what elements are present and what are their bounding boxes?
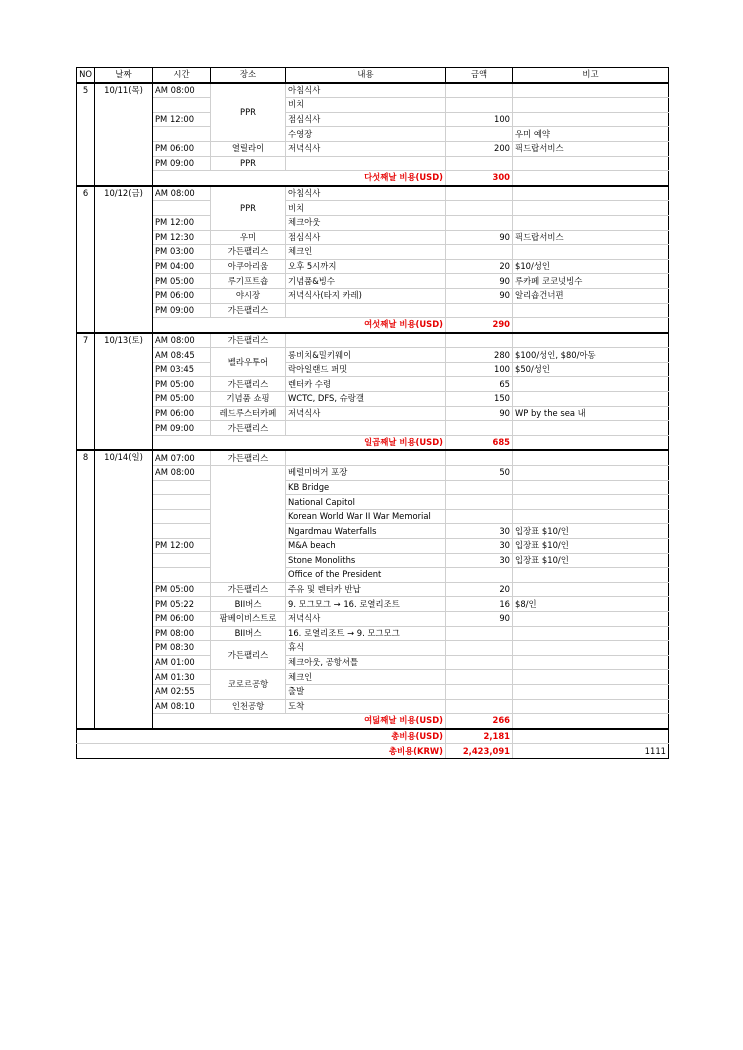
amount-cell: 100	[446, 362, 513, 377]
time-cell: PM 09:00	[153, 303, 211, 318]
subtotal-label: 여덟째날 비용(USD)	[153, 714, 446, 729]
amount-cell	[446, 450, 513, 465]
amount-cell	[446, 201, 513, 216]
time-cell: AM 01:30	[153, 670, 211, 685]
table-row	[77, 156, 669, 171]
header-no: NO	[77, 68, 95, 83]
subtotal-label: 여섯째날 비용(USD)	[153, 318, 446, 333]
table-row	[77, 186, 669, 201]
subtotal-note	[513, 318, 669, 333]
subtotal-note	[513, 171, 669, 186]
time-cell: PM 03:00	[153, 245, 211, 260]
table-row	[77, 392, 669, 407]
subtotal-row	[77, 435, 669, 450]
note-cell	[513, 201, 669, 216]
amount-cell: 90	[446, 274, 513, 289]
content-cell: 9. 모그모그 → 16. 로열리조트	[286, 597, 446, 612]
table-row	[77, 98, 669, 113]
content-cell: Korean World War II War Memorial	[286, 509, 446, 524]
note-cell: 픽드랍서비스	[513, 141, 669, 156]
amount-cell: 30	[446, 553, 513, 568]
place-cell: 루기프트숍	[211, 274, 286, 289]
content-cell: 비치	[286, 201, 446, 216]
amount-cell	[446, 670, 513, 685]
grand-total-row	[77, 744, 669, 759]
table-row	[77, 611, 669, 626]
table-row	[77, 141, 669, 156]
note-cell	[513, 186, 669, 201]
table-row	[77, 377, 669, 392]
day-number: 5	[77, 83, 95, 186]
note-cell	[513, 480, 669, 495]
table-row	[77, 684, 669, 699]
subtotal-amount: 266	[446, 714, 513, 729]
note-cell	[513, 509, 669, 524]
content-cell: 주유 및 렌터카 반납	[286, 582, 446, 597]
table-row	[77, 466, 669, 481]
table-row	[77, 406, 669, 421]
table-row	[77, 509, 669, 524]
subtotal-note	[513, 714, 669, 729]
content-cell: 휴식	[286, 641, 446, 656]
amount-cell: 30	[446, 524, 513, 539]
content-cell: 16. 로열리조트 → 9. 모그모그	[286, 626, 446, 641]
place-cell: 팜베이비스트로	[211, 611, 286, 626]
table-row	[77, 303, 669, 318]
time-cell: PM 12:00	[153, 112, 211, 127]
content-cell: 기념품&빙수	[286, 274, 446, 289]
table-row	[77, 524, 669, 539]
content-cell	[286, 421, 446, 436]
amount-cell	[446, 655, 513, 670]
place-cell: 가든팰리스	[211, 641, 286, 670]
content-cell: Stone Monoliths	[286, 553, 446, 568]
note-cell: 알리숍건너편	[513, 288, 669, 303]
amount-cell: 65	[446, 377, 513, 392]
amount-cell	[446, 480, 513, 495]
note-cell	[513, 303, 669, 318]
time-cell: PM 12:00	[153, 539, 211, 554]
time-cell	[153, 509, 211, 524]
note-cell: 픽드랍서비스	[513, 230, 669, 245]
time-cell: AM 01:00	[153, 655, 211, 670]
place-cell: 벨라우투어	[211, 348, 286, 377]
content-cell: WCTC, DFS, 슈랑갤	[286, 392, 446, 407]
table-row	[77, 553, 669, 568]
amount-cell	[446, 626, 513, 641]
amount-cell: 100	[446, 112, 513, 127]
amount-cell: 200	[446, 141, 513, 156]
table-row	[77, 568, 669, 583]
note-cell: $100/성인, $80/아동	[513, 348, 669, 363]
amount-cell: 30	[446, 539, 513, 554]
time-cell	[153, 568, 211, 583]
content-cell	[286, 333, 446, 348]
note-cell	[513, 626, 669, 641]
table-row	[77, 495, 669, 510]
place-cell: 야시장	[211, 288, 286, 303]
table-row	[77, 288, 669, 303]
place-cell	[211, 466, 286, 583]
subtotal-row	[77, 171, 669, 186]
note-cell	[513, 699, 669, 714]
note-cell: 입장표 $10/인	[513, 524, 669, 539]
time-cell: PM 09:00	[153, 421, 211, 436]
amount-cell	[446, 495, 513, 510]
amount-cell: 90	[446, 406, 513, 421]
subtotal-amount: 290	[446, 318, 513, 333]
note-cell	[513, 421, 669, 436]
table-row	[77, 333, 669, 348]
note-cell	[513, 611, 669, 626]
content-cell: National Capitol	[286, 495, 446, 510]
content-cell: 락아일랜드 퍼밋	[286, 362, 446, 377]
note-cell	[513, 392, 669, 407]
place-cell: 가든팰리스	[211, 245, 286, 260]
place-cell: 가든팰리스	[211, 582, 286, 597]
note-cell: 입장표 $10/인	[513, 539, 669, 554]
time-cell	[153, 495, 211, 510]
time-cell	[153, 98, 211, 113]
content-cell: 출발	[286, 684, 446, 699]
place-cell: 우미	[211, 230, 286, 245]
place-cell: PPR	[211, 186, 286, 230]
note-cell: $50/성인	[513, 362, 669, 377]
content-cell: 아침식사	[286, 186, 446, 201]
content-cell: 저녁식사(타지 카레)	[286, 288, 446, 303]
subtotal-note	[513, 435, 669, 450]
time-cell: AM 08:00	[153, 333, 211, 348]
content-cell	[286, 450, 446, 465]
header-date: 날짜	[95, 68, 153, 83]
note-cell	[513, 495, 669, 510]
grand-total-row	[77, 729, 669, 744]
note-cell	[513, 245, 669, 260]
time-cell: PM 05:00	[153, 377, 211, 392]
place-cell: 가든팰리스	[211, 450, 286, 465]
subtotal-label: 일곱째날 비용(USD)	[153, 435, 446, 450]
content-cell: 체크인	[286, 670, 446, 685]
content-cell: Ngardmau Waterfalls	[286, 524, 446, 539]
amount-cell	[446, 684, 513, 699]
table-row	[77, 539, 669, 554]
time-cell: PM 06:00	[153, 141, 211, 156]
itinerary-table	[76, 67, 669, 759]
place-cell: 아쿠아리움	[211, 259, 286, 274]
amount-cell: 90	[446, 230, 513, 245]
place-cell: 가든팰리스	[211, 421, 286, 436]
header-place: 장소	[211, 68, 286, 83]
note-cell	[513, 83, 669, 98]
place-cell: 가든팰리스	[211, 377, 286, 392]
note-cell	[513, 466, 669, 481]
table-row	[77, 597, 669, 612]
itinerary-sheet	[76, 67, 668, 759]
content-cell: 점심식사	[286, 230, 446, 245]
table-row	[77, 230, 669, 245]
note-cell	[513, 655, 669, 670]
time-cell: PM 03:45	[153, 362, 211, 377]
amount-cell	[446, 421, 513, 436]
header-time: 시간	[153, 68, 211, 83]
content-cell: 베럴미버거 포장	[286, 466, 446, 481]
note-cell	[513, 568, 669, 583]
table-row	[77, 699, 669, 714]
note-cell	[513, 377, 669, 392]
time-cell: PM 05:22	[153, 597, 211, 612]
note-cell	[513, 333, 669, 348]
grand-total-label: 총비용(USD)	[77, 729, 446, 744]
content-cell: Office of the President	[286, 568, 446, 583]
place-cell: PPR	[211, 83, 286, 142]
header-amount: 금액	[446, 68, 513, 83]
content-cell: 점심식사	[286, 112, 446, 127]
amount-cell: 16	[446, 597, 513, 612]
table-row	[77, 480, 669, 495]
amount-cell	[446, 156, 513, 171]
subtotal-row	[77, 318, 669, 333]
day-date: 10/12(금)	[95, 186, 153, 333]
note-cell	[513, 684, 669, 699]
time-cell: AM 02:55	[153, 684, 211, 699]
time-cell: AM 08:00	[153, 186, 211, 201]
content-cell: 오후 5시까지	[286, 259, 446, 274]
content-cell: 렌터카 수령	[286, 377, 446, 392]
note-cell: WP by the sea 내	[513, 406, 669, 421]
time-cell	[153, 553, 211, 568]
place-cell: PPR	[211, 156, 286, 171]
amount-cell: 20	[446, 259, 513, 274]
amount-cell	[446, 83, 513, 98]
grand-total-amount: 2,423,091	[446, 744, 513, 759]
table-row	[77, 215, 669, 230]
grand-total-note: 1111	[513, 744, 669, 759]
note-cell	[513, 450, 669, 465]
place-cell: 기념품 쇼핑	[211, 392, 286, 407]
amount-cell	[446, 303, 513, 318]
time-cell: PM 09:00	[153, 156, 211, 171]
content-cell: 저녁식사	[286, 406, 446, 421]
place-cell: BII버스	[211, 597, 286, 612]
note-cell	[513, 641, 669, 656]
content-cell: 체크아웃	[286, 215, 446, 230]
content-cell: 비치	[286, 98, 446, 113]
header-note: 비고	[513, 68, 669, 83]
amount-cell: 280	[446, 348, 513, 363]
amount-cell	[446, 127, 513, 142]
amount-cell	[446, 215, 513, 230]
note-cell: $10/성인	[513, 259, 669, 274]
day-number: 7	[77, 333, 95, 451]
place-cell: 가든팰리스	[211, 303, 286, 318]
table-row	[77, 83, 669, 98]
amount-cell: 150	[446, 392, 513, 407]
time-cell: PM 12:00	[153, 215, 211, 230]
amount-cell	[446, 245, 513, 260]
header-content: 내용	[286, 68, 446, 83]
content-cell	[286, 156, 446, 171]
day-number: 6	[77, 186, 95, 333]
place-cell: 인천공항	[211, 699, 286, 714]
amount-cell	[446, 333, 513, 348]
day-date: 10/14(일)	[95, 450, 153, 728]
amount-cell	[446, 568, 513, 583]
subtotal-row	[77, 714, 669, 729]
content-cell: 체크아웃, 공항셔틀	[286, 655, 446, 670]
note-cell	[513, 670, 669, 685]
table-row	[77, 655, 669, 670]
amount-cell: 90	[446, 288, 513, 303]
note-cell: 루카페 코코넛빙수	[513, 274, 669, 289]
time-cell: AM 08:00	[153, 466, 211, 481]
content-cell	[286, 303, 446, 318]
table-row	[77, 201, 669, 216]
place-cell: 가든팰리스	[211, 333, 286, 348]
note-cell: 입장표 $10/인	[513, 553, 669, 568]
time-cell: PM 05:00	[153, 582, 211, 597]
content-cell: 아침식사	[286, 83, 446, 98]
table-row	[77, 421, 669, 436]
time-cell: PM 06:00	[153, 288, 211, 303]
amount-cell: 90	[446, 611, 513, 626]
day-date: 10/13(토)	[95, 333, 153, 451]
time-cell: PM 06:00	[153, 406, 211, 421]
content-cell: 도착	[286, 699, 446, 714]
amount-cell	[446, 641, 513, 656]
content-cell: KB Bridge	[286, 480, 446, 495]
content-cell: 저녁식사	[286, 141, 446, 156]
grand-total-note	[513, 729, 669, 744]
grand-total-amount: 2,181	[446, 729, 513, 744]
time-cell: PM 06:00	[153, 611, 211, 626]
amount-cell: 20	[446, 582, 513, 597]
note-cell: 우미 예약	[513, 127, 669, 142]
day-date: 10/11(목)	[95, 83, 153, 186]
subtotal-amount: 685	[446, 435, 513, 450]
amount-cell	[446, 509, 513, 524]
amount-cell	[446, 699, 513, 714]
amount-cell	[446, 186, 513, 201]
time-cell: PM 12:30	[153, 230, 211, 245]
note-cell	[513, 156, 669, 171]
time-cell	[153, 480, 211, 495]
content-cell: 저녁식사	[286, 611, 446, 626]
table-row	[77, 582, 669, 597]
time-cell: PM 08:00	[153, 626, 211, 641]
content-cell: 체크인	[286, 245, 446, 260]
note-cell: $8/인	[513, 597, 669, 612]
place-cell: 레드루스터카페	[211, 406, 286, 421]
time-cell: AM 08:45	[153, 348, 211, 363]
time-cell: PM 04:00	[153, 259, 211, 274]
table-row	[77, 112, 669, 127]
time-cell: PM 08:30	[153, 641, 211, 656]
content-cell: 수영장	[286, 127, 446, 142]
table-row	[77, 641, 669, 656]
content-cell: 롱비치&밀키웨이	[286, 348, 446, 363]
table-row	[77, 450, 669, 465]
table-row	[77, 626, 669, 641]
table-row	[77, 259, 669, 274]
place-cell: 열릴라이	[211, 141, 286, 156]
subtotal-label: 다섯째날 비용(USD)	[153, 171, 446, 186]
time-cell: AM 08:10	[153, 699, 211, 714]
table-row	[77, 670, 669, 685]
time-cell	[153, 524, 211, 539]
time-cell	[153, 127, 211, 142]
time-cell: AM 08:00	[153, 83, 211, 98]
table-row	[77, 348, 669, 363]
content-cell: M&A beach	[286, 539, 446, 554]
time-cell: PM 05:00	[153, 392, 211, 407]
time-cell	[153, 201, 211, 216]
time-cell: AM 07:00	[153, 450, 211, 465]
note-cell	[513, 582, 669, 597]
day-number: 8	[77, 450, 95, 728]
table-row	[77, 362, 669, 377]
itinerary-body	[77, 83, 669, 759]
subtotal-amount: 300	[446, 171, 513, 186]
header-row	[77, 68, 669, 83]
note-cell	[513, 112, 669, 127]
place-cell: 코로르공항	[211, 670, 286, 699]
note-cell	[513, 98, 669, 113]
grand-total-label: 총비용(KRW)	[77, 744, 446, 759]
place-cell: BII버스	[211, 626, 286, 641]
amount-cell	[446, 98, 513, 113]
table-row	[77, 274, 669, 289]
amount-cell: 50	[446, 466, 513, 481]
note-cell	[513, 215, 669, 230]
time-cell: PM 05:00	[153, 274, 211, 289]
table-row	[77, 127, 669, 142]
table-row	[77, 245, 669, 260]
